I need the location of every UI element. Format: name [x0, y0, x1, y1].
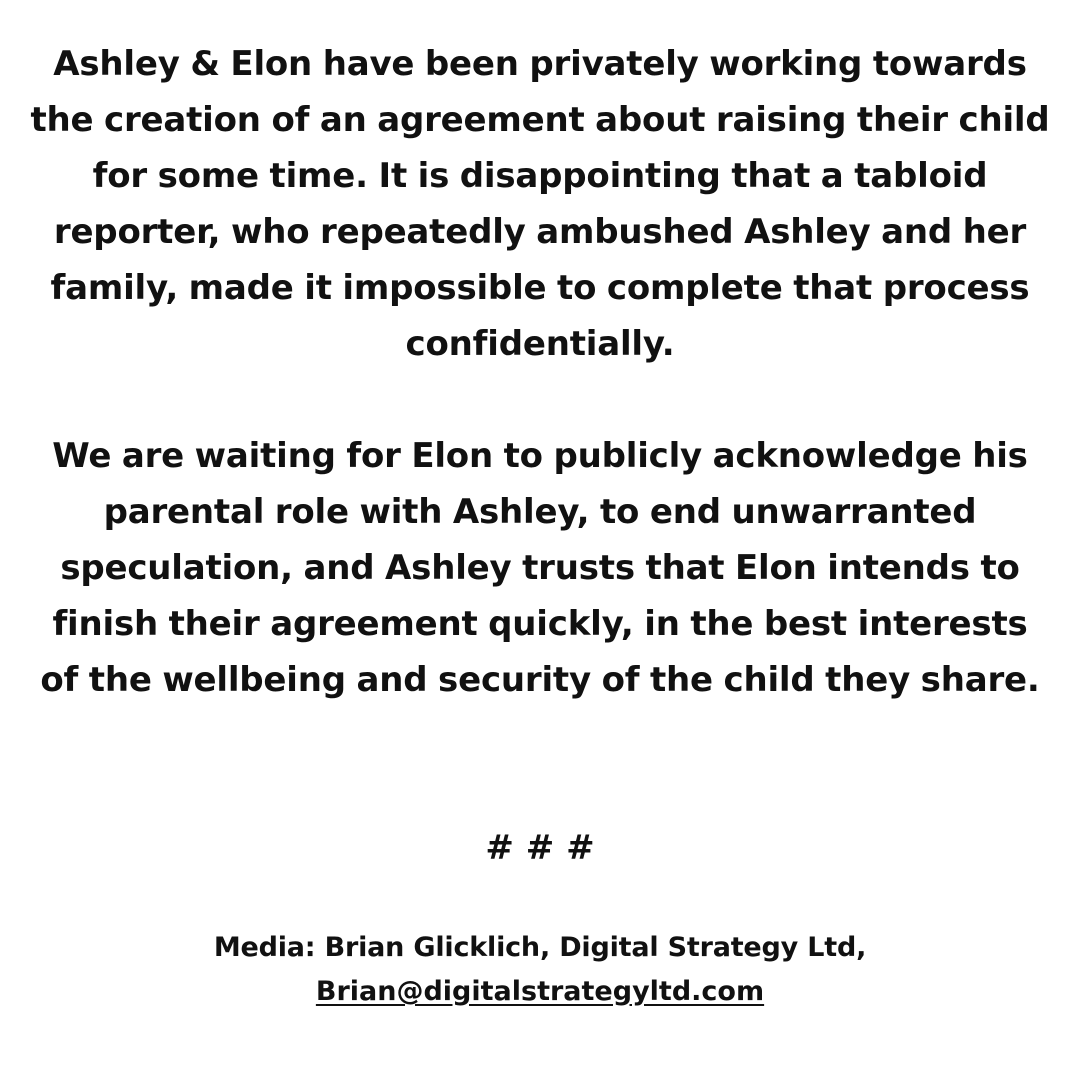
statement-paragraph-1: Ashley & Elon have been privately working towards the creation of an agreement about raising their child for some time. It is disappointing that a tabloid reporter, who repeatedly ambushed Ashley and her family, made it impossible to complete that process confidentially. [30, 44, 1050, 364]
media-contact: Media: Brian Glicklich, Digital Strategy Ltd, [213, 932, 867, 963]
media-email-link[interactable]: Brian@digitalstrategyltd.com [315, 976, 765, 1007]
media-email-row [0, 970, 1080, 1014]
end-marker: # # # [485, 828, 595, 868]
statement-paragraph-2: We are waiting for Elon to publicly acknowledge his parental role with Ashley, to end unwarranted speculation, and Ashley trusts that Elon intends to finish their agreement quickly, in the best interests of the wellbeing and security of the child they share. [40, 436, 1040, 700]
